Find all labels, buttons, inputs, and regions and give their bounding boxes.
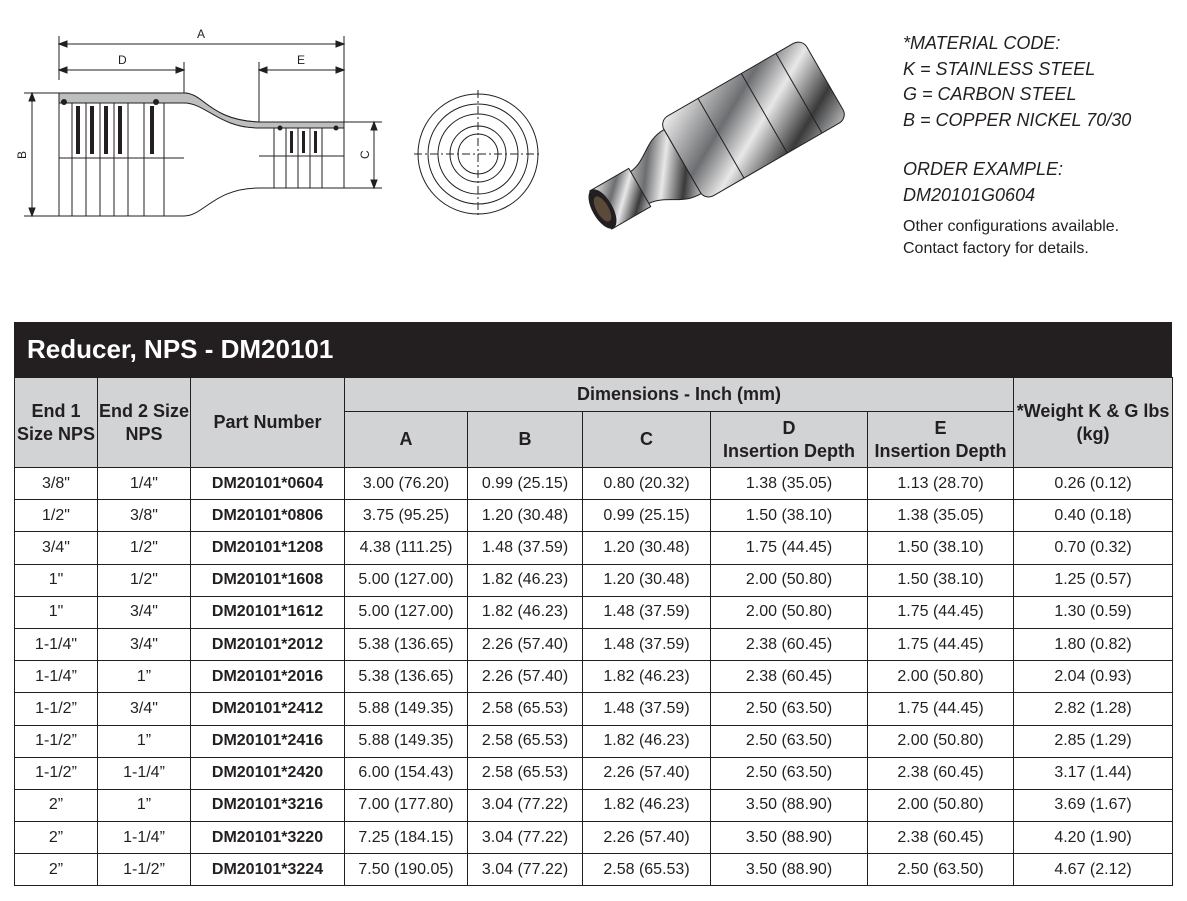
material-notes [903, 31, 1183, 260]
material-code-item: G = CARBON STEEL [903, 84, 1077, 104]
table-cell: 3.04 (77.22) [468, 789, 583, 821]
table-cell: 1-1/4” [98, 757, 191, 789]
dim-label-e: E [297, 53, 306, 67]
end-view-drawing [414, 90, 544, 220]
table-cell: 5.00 (127.00) [345, 596, 468, 628]
part-number-cell: DM20101*3224 [191, 854, 345, 886]
table-cell: 1.75 (44.45) [868, 628, 1014, 660]
table-cell: 3/4" [15, 532, 98, 564]
table-cell: 1.82 (46.23) [468, 596, 583, 628]
table-cell: 1-1/2” [15, 757, 98, 789]
table-row [15, 789, 1173, 821]
table-cell: 2.58 (65.53) [468, 757, 583, 789]
part-number-cell: DM20101*1208 [191, 532, 345, 564]
table-cell: 1-1/2” [15, 693, 98, 725]
header-part-number: Part Number [191, 378, 345, 468]
table-cell: 7.50 (190.05) [345, 854, 468, 886]
table-cell: 0.99 (25.15) [583, 500, 711, 532]
other-configurations-note: Other configurations available. Contact factory for details. [903, 218, 1120, 257]
part-number-cell: DM20101*2416 [191, 725, 345, 757]
table-cell: 3.50 (88.90) [711, 854, 868, 886]
table-cell: 1.20 (30.48) [583, 532, 711, 564]
table-cell: 1.38 (35.05) [711, 468, 868, 500]
table-cell: 5.38 (136.65) [345, 628, 468, 660]
table-cell: 4.38 (111.25) [345, 532, 468, 564]
table-cell: 1” [98, 661, 191, 693]
table-cell: 1.82 (46.23) [468, 564, 583, 596]
part-number-cell: DM20101*3216 [191, 789, 345, 821]
table-row [15, 628, 1173, 660]
table-cell: 3.17 (1.44) [1014, 757, 1173, 789]
table-cell: 0.70 (0.32) [1014, 532, 1173, 564]
part-number-cell: DM20101*2016 [191, 661, 345, 693]
part-number-cell: DM20101*2412 [191, 693, 345, 725]
table-cell: 1.82 (46.23) [583, 725, 711, 757]
table-row [15, 822, 1173, 854]
header-e: E Insertion Depth [868, 412, 1014, 468]
table-cell: 1.48 (37.59) [583, 628, 711, 660]
table-cell: 1/4" [98, 468, 191, 500]
header-end2: End 2 Size NPS [98, 378, 191, 468]
table-cell: 2.38 (60.45) [868, 757, 1014, 789]
table-cell: 3/4" [98, 693, 191, 725]
table-row [15, 854, 1173, 886]
table-cell: 6.00 (154.43) [345, 757, 468, 789]
table-cell: 5.88 (149.35) [345, 725, 468, 757]
table-cell: 2.58 (65.53) [468, 693, 583, 725]
dim-label-b: B [15, 150, 29, 159]
table-cell: 0.26 (0.12) [1014, 468, 1173, 500]
table-cell: 2.50 (63.50) [868, 854, 1014, 886]
part-number-cell: DM20101*1612 [191, 596, 345, 628]
table-cell: 0.40 (0.18) [1014, 500, 1173, 532]
table-cell: 1" [15, 564, 98, 596]
part-number-cell: DM20101*0806 [191, 500, 345, 532]
table-cell: 2” [15, 854, 98, 886]
table-cell: 1.30 (0.59) [1014, 596, 1173, 628]
table-cell: 5.00 (127.00) [345, 564, 468, 596]
table-cell: 1.82 (46.23) [583, 661, 711, 693]
table-cell: 1/2" [98, 532, 191, 564]
header-b: B [468, 412, 583, 468]
header-d: D Insertion Depth [711, 412, 868, 468]
table-cell: 2” [15, 789, 98, 821]
table-cell: 3/4" [98, 596, 191, 628]
table-cell: 1.50 (38.10) [868, 532, 1014, 564]
table-row [15, 532, 1173, 564]
table-cell: 2.00 (50.80) [868, 789, 1014, 821]
table-cell: 1.75 (44.45) [868, 596, 1014, 628]
material-code-title: *MATERIAL CODE: [903, 33, 1061, 53]
table-cell: 3.04 (77.22) [468, 822, 583, 854]
table-cell: 2.50 (63.50) [711, 757, 868, 789]
table-cell: 1-1/4” [98, 822, 191, 854]
part-number-cell: DM20101*0604 [191, 468, 345, 500]
table-cell: 1.80 (0.82) [1014, 628, 1173, 660]
table-row [15, 500, 1173, 532]
table-cell: 1” [98, 725, 191, 757]
table-cell: 1.50 (38.10) [868, 564, 1014, 596]
table-cell: 1-1/4” [15, 661, 98, 693]
table-cell: 4.20 (1.90) [1014, 822, 1173, 854]
table-cell: 2.58 (65.53) [583, 854, 711, 886]
reducer-table [14, 322, 1172, 886]
table-cell: 3.00 (76.20) [345, 468, 468, 500]
table-row [15, 693, 1173, 725]
table-cell: 1” [98, 789, 191, 821]
table-cell: 1-1/2” [15, 725, 98, 757]
table-cell: 4.67 (2.12) [1014, 854, 1173, 886]
table-cell: 7.00 (177.80) [345, 789, 468, 821]
table-cell: 1.75 (44.45) [711, 532, 868, 564]
dim-label-a: A [197, 27, 206, 41]
table-row [15, 468, 1173, 500]
table-row [15, 757, 1173, 789]
dim-label-c: C [358, 150, 372, 159]
table-cell: 3/4" [98, 628, 191, 660]
table-cell: 2.00 (50.80) [711, 596, 868, 628]
table-cell: 3.50 (88.90) [711, 789, 868, 821]
table-cell: 2.00 (50.80) [868, 661, 1014, 693]
table-cell: 2.50 (63.50) [711, 693, 868, 725]
header-a: A [345, 412, 468, 468]
table-cell: 1.20 (30.48) [583, 564, 711, 596]
table-cell: 1.48 (37.59) [583, 693, 711, 725]
part-number-cell: DM20101*1608 [191, 564, 345, 596]
dimensions-table [14, 377, 1173, 886]
table-cell: 2.82 (1.28) [1014, 693, 1173, 725]
table-cell: 1.25 (0.57) [1014, 564, 1173, 596]
header-dimensions: Dimensions - Inch (mm) [345, 378, 1014, 412]
part-number-cell: DM20101*3220 [191, 822, 345, 854]
material-code-item: B = COPPER NICKEL 70/30 [903, 109, 1132, 130]
order-example-value: DM20101G0604 [903, 184, 1036, 205]
table-cell: 2.38 (60.45) [868, 822, 1014, 854]
table-row [15, 725, 1173, 757]
section-drawing [14, 18, 394, 228]
table-row [15, 564, 1173, 596]
table-cell: 2.38 (60.45) [711, 661, 868, 693]
table-cell: 1.48 (37.59) [468, 532, 583, 564]
part-number-cell: DM20101*2012 [191, 628, 345, 660]
table-cell: 1-1/2” [98, 854, 191, 886]
table-cell: 3.69 (1.67) [1014, 789, 1173, 821]
table-cell: 5.38 (136.65) [345, 661, 468, 693]
table-cell: 1.13 (28.70) [868, 468, 1014, 500]
table-title: Reducer, NPS - DM20101 [14, 322, 1172, 377]
table-cell: 2.00 (50.80) [711, 564, 868, 596]
table-cell: 3/8" [98, 500, 191, 532]
header-c: C [583, 412, 711, 468]
table-cell: 1/2" [98, 564, 191, 596]
table-cell: 2.38 (60.45) [711, 628, 868, 660]
table-cell: 2.00 (50.80) [868, 725, 1014, 757]
table-cell: 2.26 (57.40) [583, 822, 711, 854]
table-cell: 1.75 (44.45) [868, 693, 1014, 725]
table-cell: 2.58 (65.53) [468, 725, 583, 757]
material-code-item: K = STAINLESS STEEL [903, 58, 1096, 79]
table-cell: 3/8" [15, 468, 98, 500]
table-cell: 1.48 (37.59) [583, 596, 711, 628]
part-number-cell: DM20101*2420 [191, 757, 345, 789]
table-cell: 3.50 (88.90) [711, 822, 868, 854]
table-cell: 3.04 (77.22) [468, 854, 583, 886]
header-end1: End 1 Size NPS [15, 378, 98, 468]
table-cell: 1.82 (46.23) [583, 789, 711, 821]
table-cell: 1.38 (35.05) [868, 500, 1014, 532]
table-cell: 2.04 (0.93) [1014, 661, 1173, 693]
table-cell: 1/2" [15, 500, 98, 532]
table-cell: 7.25 (184.15) [345, 822, 468, 854]
table-cell: 3.75 (95.25) [345, 500, 468, 532]
table-row [15, 661, 1173, 693]
table-cell: 2.85 (1.29) [1014, 725, 1173, 757]
table-cell: 2.26 (57.40) [468, 661, 583, 693]
table-cell: 1.50 (38.10) [711, 500, 868, 532]
table-cell: 1.20 (30.48) [468, 500, 583, 532]
table-cell: 2.50 (63.50) [711, 725, 868, 757]
reducer-product-image [582, 30, 862, 245]
order-example-title: ORDER EXAMPLE: [903, 159, 1064, 179]
table-cell: 1-1/4" [15, 628, 98, 660]
table-cell: 2” [15, 822, 98, 854]
table-cell: 0.99 (25.15) [468, 468, 583, 500]
table-cell: 0.80 (20.32) [583, 468, 711, 500]
header-weight: *Weight K & G lbs (kg) [1014, 378, 1173, 468]
table-cell: 2.26 (57.40) [468, 628, 583, 660]
table-cell: 1" [15, 596, 98, 628]
table-cell: 2.26 (57.40) [583, 757, 711, 789]
dim-label-d: D [118, 53, 127, 67]
table-cell: 5.88 (149.35) [345, 693, 468, 725]
table-row [15, 596, 1173, 628]
